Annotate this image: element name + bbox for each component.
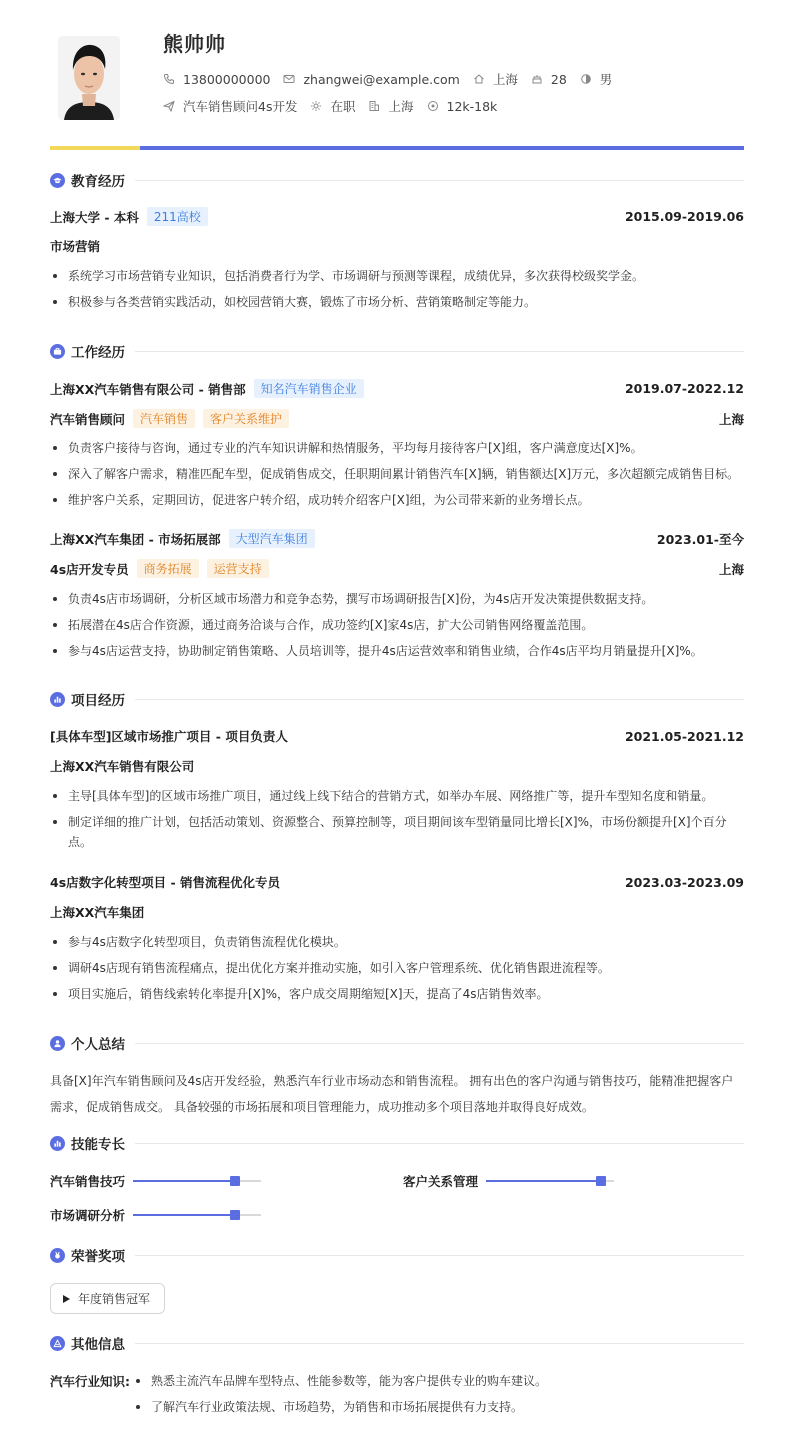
project-2-bullets (50, 932, 744, 1010)
play-icon (63, 1295, 70, 1303)
skill-level-knob (596, 1176, 606, 1186)
project-period: 2023.03-2023.09 (624, 874, 744, 890)
work-location: 上海 (718, 411, 744, 427)
list-item: 制定详细的推广计划，包括活动策划、资源整合、预算控制等，项目期间该车型销量同比增长[X]%，市场份额提升[X]个百分点。 (50, 812, 744, 852)
skill-item (50, 1172, 261, 1190)
age-item (531, 72, 567, 87)
work-location: 上海 (718, 561, 744, 577)
section-summary (50, 1033, 744, 1053)
status-item (310, 97, 355, 115)
project-name: 4s店数字化转型项目 - 销售流程优化专员 (50, 875, 281, 890)
work-1-bullets (50, 438, 744, 516)
skill-level-knob (230, 1210, 240, 1220)
section-education (50, 170, 744, 190)
list-item: 调研4s店现有销售流程痛点，提出优化方案并推动实施，如引入客户管理系统、优化销售跟进流程等。 (50, 958, 744, 978)
gender-icon (580, 73, 592, 85)
section-title-text: 工作经历 (71, 345, 125, 361)
section-projects (50, 689, 744, 709)
city-item (473, 70, 518, 88)
list-item: 维护客户关系，定期回访，促进客户转介绍，成功转介绍客户[X]组，为公司带来新的业务增长点。 (50, 490, 744, 510)
list-item: 负责客户接待与咨询，通过专业的汽车知识讲解和热情服务，平均每月接待客户[X]组，客户满意度达[X]%。 (50, 438, 744, 458)
project-org: 上海XX汽车销售有限公司 (50, 759, 195, 774)
work-2-role-row (50, 559, 744, 578)
school-tag: 211高校 (147, 207, 208, 226)
bar-chart-icon (50, 692, 65, 707)
email-item (283, 72, 459, 87)
section-title-text: 技能专长 (71, 1137, 125, 1153)
skill-item (403, 1172, 614, 1190)
contact-row (163, 70, 625, 88)
work-1-header-row (50, 379, 744, 398)
list-item: 系统学习市场营销专业知识，包括消费者行为学、市场调研与预测等课程，成绩优异，多次获得校级奖学金。 (50, 266, 744, 286)
section-work (50, 341, 744, 361)
city-text: 上海 (492, 72, 518, 87)
section-other (50, 1333, 744, 1353)
skill-level-knob (230, 1176, 240, 1186)
role-tag: 汽车销售 (133, 409, 195, 428)
school-name: 上海大学 - 本科 (50, 209, 139, 225)
gender-item (580, 70, 613, 88)
list-item: 负责4s店市场调研，分析区域市场潜力和竞争态势，撰写市场调研报告[X]份，为4s店开发决策提供数据支持。 (50, 589, 744, 609)
phone-text: 13800000000 (183, 71, 271, 87)
major-name: 市场营销 (50, 239, 101, 254)
skill-level-bar (486, 1180, 614, 1182)
role-name: 4s店开发专员 (50, 561, 129, 577)
company-name: 上海XX汽车销售有限公司 - 销售部 (50, 381, 246, 397)
section-title-text: 荣誉奖项 (71, 1249, 125, 1265)
user-icon (50, 1036, 65, 1051)
section-skills (50, 1133, 744, 1153)
skill-level-bar (133, 1214, 261, 1216)
salary-text: 12k-18k (446, 98, 498, 114)
project-1-bullets (50, 786, 744, 858)
list-item: 了解汽车行业政策法规、市场趋势，为销售和市场拓展提供有力支持。 (133, 1397, 547, 1417)
role-name: 汽车销售顾问 (50, 411, 126, 427)
section-honors (50, 1245, 744, 1265)
intent-row (163, 97, 510, 115)
education-header-row (50, 207, 744, 226)
summary-text: 具备[X]年汽车销售顾问及4s店开发经验，熟悉汽车行业市场动态和销售流程。 拥有出色的客户沟通与销售技巧，能精准把握客户需求，促成销售成交。 具备较强的市场拓展和项目管理能力，成功推动多个项目落地并取得良好成效。 (50, 1074, 734, 1114)
work-1-role-row (50, 409, 744, 428)
project-name: [具体车型]区域市场推广项目 - 项目负责人 (50, 729, 288, 744)
company-name: 上海XX汽车集团 - 市场拓展部 (50, 531, 221, 547)
target-city-item (368, 97, 413, 115)
resume-header (0, 0, 794, 150)
target-job-text: 汽车销售顾问4s开发 (183, 99, 298, 114)
education-major-row (50, 237, 744, 255)
project-1-header-row (50, 727, 744, 745)
candidate-name: 熊帅帅 (163, 32, 226, 56)
phone-item (163, 72, 270, 87)
bar-chart-icon (50, 1136, 65, 1151)
status-text: 在职 (330, 99, 356, 114)
graduation-cap-icon (50, 173, 65, 188)
skill-level-bar (133, 1180, 261, 1182)
target-job-item (163, 97, 297, 115)
work-period: 2019.07-2022.12 (624, 381, 744, 396)
project-1-org-row (50, 757, 744, 775)
company-tag: 大型汽车集团 (229, 529, 315, 548)
section-title-text: 教育经历 (71, 174, 125, 190)
project-org: 上海XX汽车集团 (50, 905, 145, 920)
settings-icon (310, 100, 322, 112)
list-item: 参与4s店数字化转型项目，负责销售流程优化模块。 (50, 932, 744, 952)
medal-icon (50, 1248, 65, 1263)
skill-name: 汽车销售技巧 (50, 1174, 126, 1189)
project-2-header-row (50, 873, 744, 891)
briefcase-icon (50, 344, 65, 359)
list-item: 熟悉主流汽车品牌车型特点、性能参数等，能为客户提供专业的购车建议。 (133, 1371, 547, 1391)
header-divider (50, 146, 744, 150)
skill-name: 市场调研分析 (50, 1208, 126, 1223)
salary-item (427, 99, 498, 114)
list-item: 参与4s店运营支持，协助制定销售策略、人员培训等，提升4s店运营效率和销售业绩，合作4s店平均月销量提升[X]%。 (50, 641, 744, 661)
age-text: 28 (550, 71, 567, 87)
list-item: 主导[具体车型]的区域市场推广项目，通过线上线下结合的营销方式，如举办车展、网络推广等，提升车型知名度和销量。 (50, 786, 744, 806)
section-title-text: 其他信息 (71, 1337, 125, 1353)
role-tag: 商务拓展 (137, 559, 199, 578)
target-city-text: 上海 (388, 99, 414, 114)
send-icon (163, 100, 175, 112)
award-badge[interactable] (50, 1283, 165, 1314)
award-name: 年度销售冠军 (78, 1292, 151, 1306)
list-item: 项目实施后，销售线索转化率提升[X]%，客户成交周期缩短[X]天，提高了4s店销售效率。 (50, 984, 744, 1004)
work-2-bullets (50, 589, 744, 667)
gender-text: 男 (599, 72, 613, 87)
company-tag: 知名汽车销售企业 (254, 379, 364, 398)
role-tag: 运营支持 (207, 559, 269, 578)
list-item: 深入了解客户需求，精准匹配车型，促成销售成交，任职期间累计销售汽车[X]辆，销售额达[X]万元，多次超额完成销售目标。 (50, 464, 744, 484)
skill-item (50, 1206, 261, 1224)
project-2-org-row (50, 903, 744, 921)
project-period: 2021.05-2021.12 (624, 728, 744, 744)
role-tag: 客户关系维护 (203, 409, 289, 428)
other-label: 汽车行业知识: (50, 1374, 130, 1389)
skill-name: 客户关系管理 (403, 1174, 479, 1189)
email-text: zhangwei@example.com (303, 71, 460, 87)
home-icon (473, 73, 485, 85)
cake-icon (531, 73, 543, 85)
money-icon (427, 100, 439, 112)
building-icon (368, 100, 380, 112)
section-title-text: 项目经历 (71, 693, 125, 709)
education-period: 2015.09-2019.06 (624, 209, 744, 224)
section-title-text: 个人总结 (71, 1037, 125, 1053)
list-item: 拓展潜在4s店合作资源，通过商务洽谈与合作，成功签约[X]家4s店，扩大公司销售网络覆盖范围。 (50, 615, 744, 635)
work-period: 2023.01-至今 (656, 531, 744, 547)
phone-icon (163, 73, 175, 85)
avatar (58, 36, 120, 120)
education-bullets (50, 266, 744, 318)
other-bullets (133, 1371, 547, 1423)
work-2-header-row (50, 529, 744, 548)
mail-icon (283, 73, 295, 85)
list-item: 积极参与各类营销实践活动，如校园营销大赛，锻炼了市场分析、营销策略制定等能力。 (50, 292, 744, 312)
info-icon (50, 1336, 65, 1351)
